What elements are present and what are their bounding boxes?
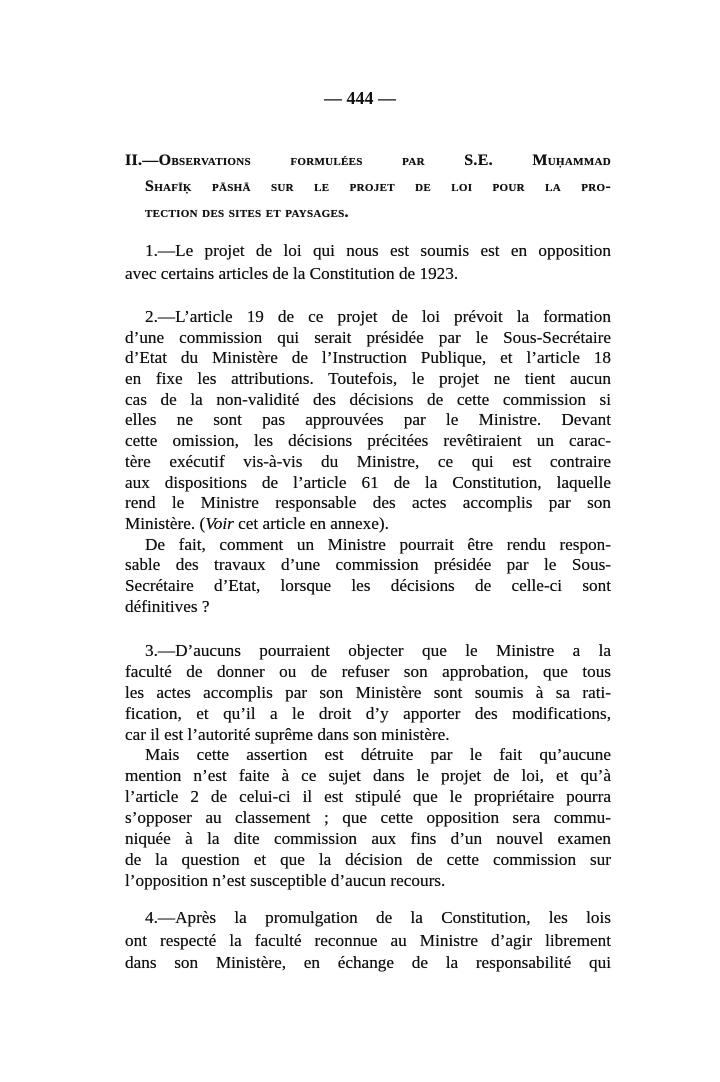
text-line: en fixe les attributions. Toutefois, le projet ne tient aucun (125, 369, 611, 389)
text-line: avec certains articles de la Constitution de 1923. (125, 264, 459, 283)
text-line: niquée à la dite commission aux fins d’un nouvel examen (125, 829, 611, 849)
text-line: Mais cette assertion est détruite par le fait qu’aucune (145, 745, 611, 765)
heading-line: Shafīḳ pāshā sur le projet de loi pour la pro- (145, 178, 611, 195)
text-line: aux dispositions de l’article 61 de la Constitution, laquelle (125, 472, 611, 492)
text-line: ont respecté la faculté reconnue au Ministre d’agir librement (125, 930, 611, 950)
text-line: 4.—Après la promulgation de la Constitution, les lois (145, 908, 611, 927)
text-line: 1.—Le projet de loi qui nous est soumis est en opposition (145, 241, 611, 260)
paragraph-4 (125, 907, 611, 975)
text-line: d’Etat du Ministère de l’Instruction Publique, et l’article 18 (125, 348, 611, 368)
text-line: mention n’est faite à ce sujet dans le projet de loi, et qu’à (125, 766, 611, 786)
text-line: car il est l’autorité suprême dans son ministère. (125, 724, 450, 744)
text-line: les actes accomplis par son Ministère sont soumis à sa rati- (125, 682, 611, 702)
text-line: Ministère. (Voir cet article en annexe). (125, 513, 389, 533)
paragraph-2 (125, 307, 611, 617)
emphasis: Voir (205, 513, 234, 533)
text-line: d’une commission qui serait présidée par le Sous-Secrétaire (125, 327, 611, 347)
text-line: faculté de donner ou de refuser son approbation, que tous (125, 661, 611, 681)
text-line: fication, et qu’il a le droit d’y apporter des modifications, (125, 703, 611, 723)
text-line: 2.—L’article 19 de ce projet de loi prévoit la formation (145, 307, 611, 326)
text-line: tère exécutif vis-à-vis du Ministre, ce qui est contraire (125, 451, 611, 471)
text-line: cette omission, les décisions précitées revêtiraient un carac- (125, 431, 611, 451)
text-line: cas de la non-validité des décisions de cette commission si (125, 389, 611, 409)
text-line: l’article 2 de celui-ci il est stipulé que le propriétaire pourra (125, 787, 611, 807)
text-line: 3.—D’aucuns pourraient objecter que le Ministre a la (145, 641, 611, 660)
heading-line: II.—Observations formulées par S.E. Muḥammad (125, 152, 611, 169)
text-line: dans son Ministère, en échange de la responsabilité qui (125, 953, 611, 972)
section-heading (125, 148, 611, 226)
text-line: De fait, comment un Ministre pourrait être rendu respon- (145, 534, 611, 554)
text-line: de la question et que la décision de cette commission sur (125, 849, 611, 869)
heading-line: tection des sites et paysages. (145, 204, 349, 221)
paragraph-1 (125, 239, 611, 285)
text-line: Secrétaire d’Etat, lorsque les décisions de celle-ci sont (125, 575, 611, 595)
text-line: rend le Ministre responsable des actes accomplis par son (125, 493, 611, 513)
text-line: elles ne sont pas approuvées par le Ministre. Devant (125, 410, 611, 430)
text-line: s’opposer au classement ; que cette opposition sera commu- (125, 808, 611, 828)
text-line: l’opposition n’est susceptible d’aucun recours. (125, 870, 446, 890)
page-number: — 444 — (324, 88, 396, 108)
text-line: définitives ? (125, 596, 210, 616)
text-line: sable des travaux d’une commission présidée par le Sous- (125, 555, 611, 575)
paragraph-3 (125, 641, 611, 892)
